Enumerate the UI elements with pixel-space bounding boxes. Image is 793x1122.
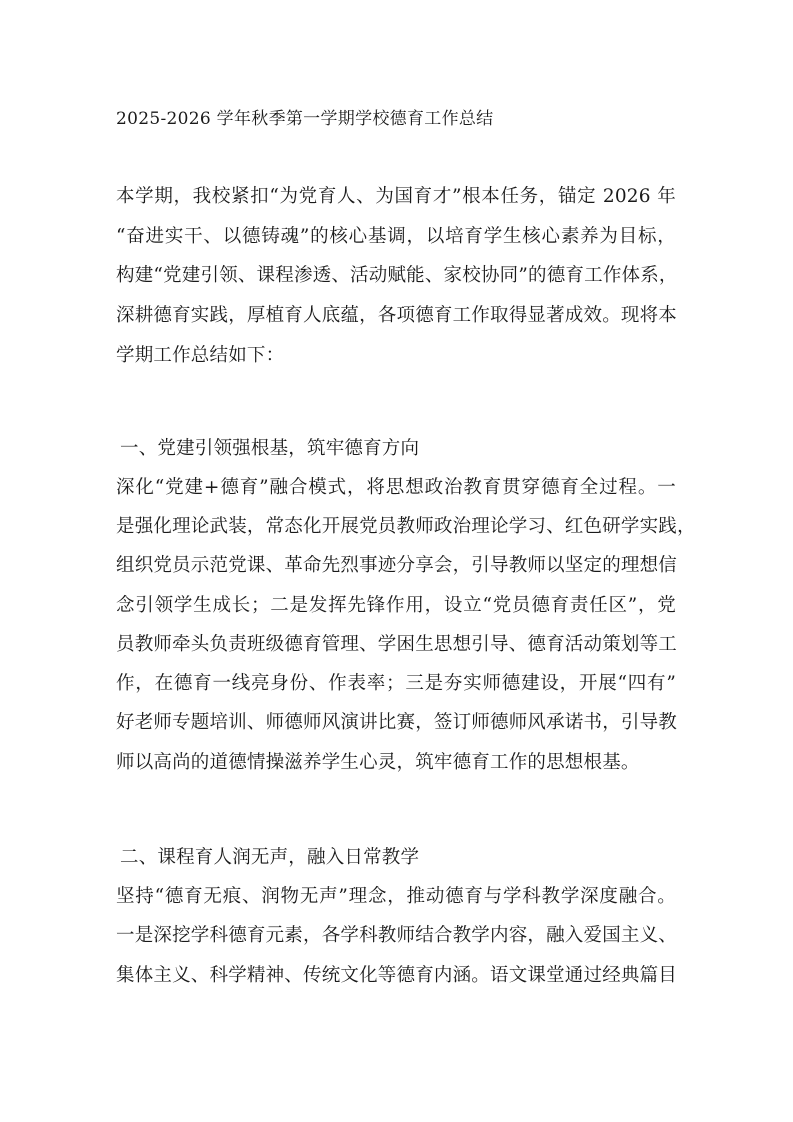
section-line: 组织党员示范党课、革命先烈事迹分享会，引导教师以坚定的理想信 [116, 555, 678, 576]
section-line: 师以高尚的道德情操滋养学生心灵，筑牢德育工作的思想根基。 [116, 752, 640, 773]
intro-line: “奋进实干、以德铸魂”的核心基调，以培育学生核心素养为目标， [116, 226, 676, 247]
section-line: 集体主义、科学精神、传统文化等德育内涵。语文课堂通过经典篇目 [116, 965, 678, 986]
section-heading: 二、课程育人润无声，融入日常教学 [120, 847, 420, 868]
section-line: 作，在德育一线亮身份、作表率；三是夯实师德建设，开展“四有” [116, 673, 676, 694]
intro-line: 本学期，我校紧扣“为党育人、为国育才”根本任务，锚定 2026 年 [116, 186, 676, 207]
section-line: 念引领学生成长；二是发挥先锋作用，设立“党员德育责任区”，党 [116, 595, 676, 616]
intro-line: 学期工作总结如下： [116, 345, 285, 366]
section-line: 一是深挖学科德育元素，各学科教师结合教学内容，融入爱国主义、 [116, 925, 678, 946]
document-title: 2025-2026 学年秋季第一学期学校德育工作总结 [116, 109, 494, 129]
section-line: 员教师牵头负责班级德育管理、学困生思想引导、德育活动策划等工 [116, 634, 678, 655]
section-heading: 一、党建引领强根基，筑牢德育方向 [120, 438, 420, 459]
intro-line: 深耕德育实践，厚植育人底蕴，各项德育工作取得显著成效。现将本 [116, 305, 678, 326]
section-line: 坚持“德育无痕、润物无声”理念，推动德育与学科教学深度融合。 [116, 886, 676, 907]
section-line: 深化“党建+德育”融合模式，将思想政治教育贯穿德育全过程。一 [116, 477, 676, 498]
section-line: 好老师专题培训、师德师风演讲比赛，签订师德师风承诺书，引导教 [116, 712, 678, 733]
intro-line: 构建“党建引领、课程渗透、活动赋能、家校协同”的德育工作体系， [116, 265, 678, 286]
section-line: 是强化理论武装，常态化开展党员教师政治理论学习、红色研学实践， [116, 516, 696, 537]
